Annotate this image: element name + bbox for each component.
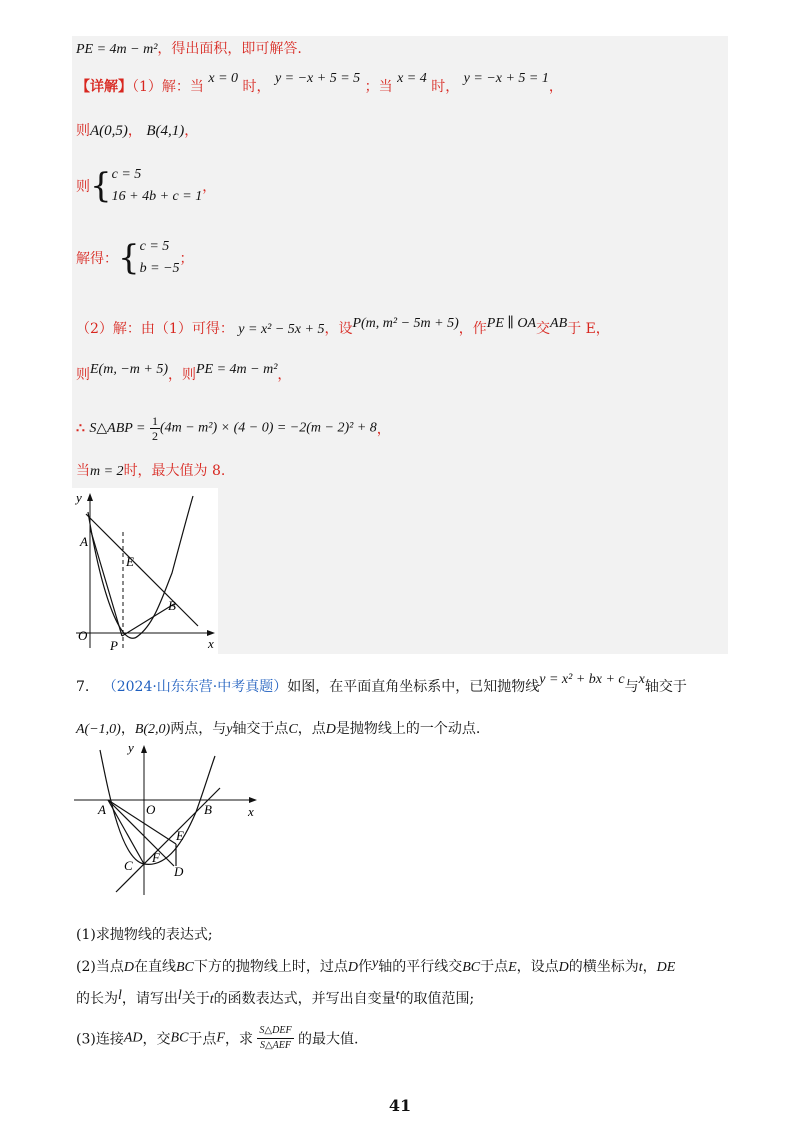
text: ，: [127, 123, 142, 139]
x-arrow-icon: [249, 797, 257, 803]
text: ；当: [364, 79, 393, 95]
text: （1）解：当: [132, 79, 204, 95]
text: 轴的平行线交: [378, 959, 463, 975]
point-b: B(2,0): [134, 722, 171, 737]
formula: y: [226, 722, 233, 737]
text: 则: [76, 123, 90, 139]
text: ，设点: [516, 959, 559, 975]
label-f: F: [152, 850, 160, 865]
label-a: A: [98, 802, 106, 817]
solution-line-0: [76, 38, 302, 58]
formula: x: [638, 672, 645, 687]
point-d: D: [347, 960, 358, 975]
text: 交: [536, 321, 551, 337]
equation-system: [112, 164, 203, 208]
formula: PE ∥ OA: [486, 316, 537, 331]
therefore-icon: ∴: [76, 420, 85, 437]
variable-t: t: [638, 960, 643, 975]
segment-bc: BC: [170, 1030, 189, 1046]
segment-ad: [108, 800, 174, 866]
label-y: y: [76, 490, 82, 505]
segment-bc: BC: [462, 960, 481, 975]
formula: y = −x + 5 = 5: [274, 71, 361, 86]
formula: y: [371, 956, 379, 971]
figure-1: [72, 488, 218, 654]
question-line-1: [76, 672, 687, 696]
label-a: A: [80, 534, 88, 549]
text: 下方的抛物线上时，过点: [193, 959, 348, 975]
label-o: O: [78, 628, 88, 643]
solution-line-4: [76, 236, 194, 280]
text: 则: [76, 367, 90, 383]
text: (2)当点: [76, 959, 124, 975]
text: ，: [202, 179, 217, 195]
text: 时，: [431, 79, 460, 95]
text: ，: [184, 123, 199, 139]
formula: PE = 4m − m²: [196, 362, 278, 377]
point-e: E: [508, 960, 517, 975]
parabola-curve: [100, 750, 215, 864]
point-e: E(m, −m + 5): [90, 362, 168, 377]
text: 两点，与: [170, 721, 227, 737]
variable-l: l: [177, 988, 182, 1003]
label-x: x: [248, 804, 254, 819]
text: 轴交于点: [232, 721, 289, 737]
equation: b = −5: [139, 261, 180, 276]
brace-icon: {: [90, 166, 112, 206]
ratio-fraction: [257, 1024, 293, 1053]
question-number: 7.: [76, 679, 90, 695]
text: ，点: [297, 721, 326, 737]
label-e: E: [126, 554, 134, 569]
text: 则: [76, 179, 90, 195]
variable-t: t: [209, 992, 214, 1007]
text: 是抛物线上的一个动点.: [335, 721, 481, 737]
solution-line-5: [76, 318, 610, 338]
text: 如图，在平面直角坐标系中，已知抛物线: [287, 679, 540, 695]
formula: y = x² + bx + c: [539, 672, 625, 687]
label-e: E: [176, 828, 184, 843]
label-x: x: [208, 636, 214, 651]
label-o: O: [146, 802, 156, 817]
formula: x = 0: [208, 71, 239, 86]
point-d: D: [558, 960, 569, 975]
denominator: 2: [151, 429, 158, 443]
formula-pe: PE = 4m − m²: [76, 42, 158, 57]
text: 的长为: [76, 991, 118, 1007]
text: ，: [376, 421, 391, 438]
text: ，交: [142, 1031, 171, 1048]
label-y: y: [128, 740, 134, 755]
text: ；: [179, 251, 194, 267]
text: ，: [120, 721, 135, 737]
solution-line-6: [76, 364, 291, 384]
text: 轴交于: [644, 679, 687, 695]
segment: AB: [550, 316, 568, 331]
formula: (4m − m²) × (4 − 0) = −2(m − 2)² + 8: [159, 420, 377, 436]
numerator: 1: [151, 414, 158, 428]
solution-line-2: [76, 120, 198, 140]
part-1-text: (1)求抛物线的表达式;: [76, 927, 213, 943]
text: ，: [548, 79, 563, 95]
text: 的横坐标为: [568, 959, 639, 975]
denominator: S△AEF: [259, 1040, 291, 1051]
text: 于点: [188, 1031, 217, 1048]
segment-bc: BC: [175, 960, 194, 975]
text: ，则: [168, 367, 196, 383]
solution-line-1: [76, 71, 563, 96]
text: 的取值范围;: [399, 991, 475, 1007]
fraction: [150, 414, 160, 443]
label-b: B: [168, 598, 176, 613]
text: 的函数表达式，并写出自变量: [213, 991, 396, 1007]
detail-tag: 【详解】: [76, 79, 132, 95]
solution-line-8: [76, 460, 225, 480]
text: ，设: [324, 321, 353, 337]
point-f: F: [216, 1030, 225, 1046]
formula: x = 4: [397, 71, 427, 86]
brace-icon: {: [118, 238, 140, 278]
text: ，: [642, 959, 657, 975]
variable-l: l: [118, 988, 122, 1003]
formula: y = x² − 5x + 5: [238, 322, 325, 337]
text: 时，: [242, 79, 271, 95]
text: ，请写出: [121, 991, 178, 1007]
equation: 16 + 4b + c = 1: [111, 189, 203, 204]
text: ，作: [458, 321, 487, 337]
part-3: [76, 1024, 358, 1053]
text: ，求: [224, 1031, 253, 1048]
text: 时，最大值为 8.: [123, 463, 226, 479]
text: 的最大值.: [298, 1031, 359, 1048]
text: 在直线: [133, 959, 176, 975]
numerator: S△DEF: [257, 1024, 293, 1039]
point-p: P(m, m² − 5m + 5): [352, 316, 459, 331]
part-2-line-1: [76, 956, 675, 976]
text: 于 E，: [567, 321, 610, 337]
text: 与: [624, 679, 639, 695]
part-1: [76, 924, 213, 944]
text: ，: [277, 367, 292, 383]
point-a: A(0,5): [90, 123, 128, 139]
equation: c = 5: [111, 167, 142, 182]
point-c: C: [288, 722, 298, 737]
segment-de: DE: [656, 960, 676, 975]
label-p: P: [110, 638, 118, 653]
question-source: （2024·山东东营·中考真题）: [102, 679, 288, 695]
equation: c = 5: [139, 239, 170, 254]
question-line-2: [76, 718, 480, 738]
text: 当: [76, 463, 90, 479]
label-c: C: [124, 858, 133, 873]
text: 作: [357, 959, 372, 975]
text: （2）解：由（1）可得：: [76, 321, 234, 337]
point-d: D: [123, 960, 134, 975]
solution-line-3: [76, 164, 216, 208]
formula: m = 2: [90, 464, 124, 479]
label-d: D: [174, 864, 184, 879]
segment-ac: [108, 800, 144, 864]
text: 解得：: [76, 251, 118, 267]
point-d: D: [325, 722, 336, 737]
point-b: B(4,1): [146, 123, 185, 139]
text: ，得出面积，即可解答.: [157, 41, 302, 57]
text: 关于: [181, 991, 210, 1007]
equation-system: [140, 236, 180, 280]
text: 于点: [480, 959, 509, 975]
point-a: A(−1,0): [76, 722, 121, 737]
part-2-line-2: [76, 988, 474, 1008]
y-arrow-icon: [141, 745, 147, 753]
page-number: 41: [388, 1096, 412, 1115]
label-b: B: [204, 802, 212, 817]
solution-line-7: [76, 414, 391, 443]
area-label: S△ABP =: [89, 421, 146, 436]
figure-2: [72, 740, 268, 900]
variable-t: t: [395, 988, 400, 1003]
formula: y = −x + 5 = 1: [463, 71, 549, 86]
segment-ad: AD: [123, 1030, 143, 1046]
segment-ae: [108, 800, 176, 844]
text: (3)连接: [76, 1031, 124, 1048]
